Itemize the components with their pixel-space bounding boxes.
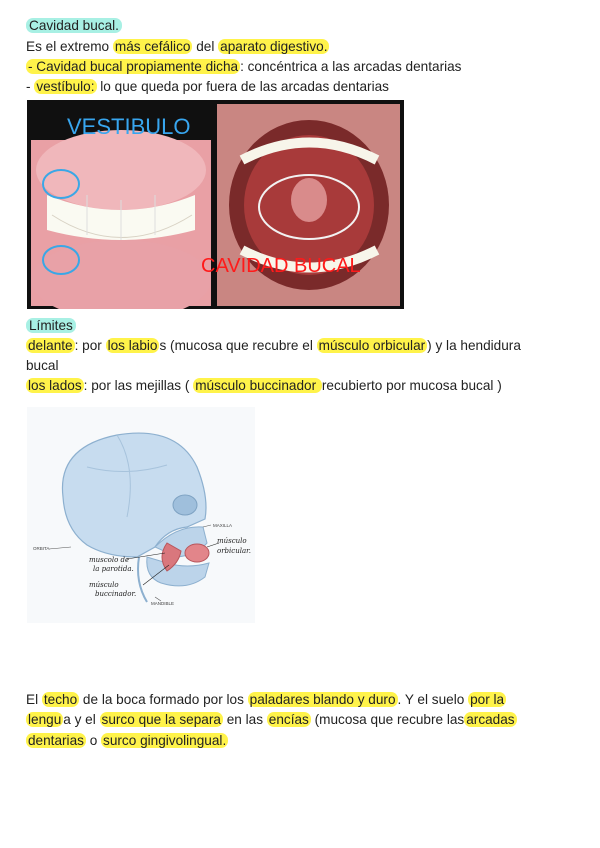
mouth-photo-illustration xyxy=(27,100,404,309)
hw-orbicular-2: orbicular. xyxy=(217,547,251,555)
heading-text: Límites xyxy=(26,318,76,333)
highlight: aparato digestivo. xyxy=(220,39,328,54)
text: s (mucosa que recubre el xyxy=(159,338,317,353)
label-orbit: ORBITA xyxy=(33,546,50,551)
highlight: más cefálico xyxy=(114,39,191,54)
highlight: techo xyxy=(43,692,78,707)
highlight: paladares blando y duro xyxy=(249,692,396,707)
highlight: dentarias xyxy=(28,733,84,748)
paragraph-line xyxy=(26,357,59,374)
paragraph-line xyxy=(26,711,517,728)
hw-orbicular-1: músculo xyxy=(217,537,247,545)
text: a y el xyxy=(63,712,100,727)
text: : por las mejillas ( xyxy=(83,378,194,393)
text: en las xyxy=(222,712,267,727)
text: o xyxy=(85,733,102,748)
paragraph-line xyxy=(26,337,521,354)
text: : por xyxy=(74,338,106,353)
highlight: por la xyxy=(470,692,505,707)
paragraph-line xyxy=(26,78,389,95)
text: lo que queda por fuera de las arcadas dentarias xyxy=(96,79,389,94)
hw-buccinator-2: buccinador. xyxy=(95,590,137,598)
oral-cavity-label: CAVIDAD BUCAL xyxy=(201,255,361,277)
highlight: delante xyxy=(28,338,73,353)
vestibule-label: VESTIBULO xyxy=(67,114,191,139)
heading-limites xyxy=(26,317,76,334)
paragraph-line xyxy=(26,38,329,55)
mouth-photo-figure xyxy=(27,100,404,309)
skull-illustration xyxy=(27,407,255,623)
highlight: lengu xyxy=(28,712,62,727)
text: ) y la hendidura xyxy=(427,338,521,353)
paragraph-line xyxy=(26,732,228,749)
skull-diagram-figure xyxy=(27,407,255,623)
text: Es el extremo xyxy=(26,39,113,54)
highlight: los labio xyxy=(107,338,158,353)
label-mandible: MANDIBLE xyxy=(151,601,175,606)
highlight: surco que la separa xyxy=(101,712,221,727)
paragraph-line xyxy=(26,377,502,394)
highlight: arcadas xyxy=(466,712,515,727)
highlight: músculo buccinador xyxy=(195,378,320,393)
hw-parotid-1: muscolo de xyxy=(89,556,130,564)
text: : concéntrica a las arcadas dentarias xyxy=(240,59,462,74)
highlight: vestíbulo: xyxy=(36,79,95,94)
label-maxilla: MAXILLA xyxy=(213,523,233,528)
text: - xyxy=(26,79,35,94)
heading-text: Cavidad bucal. xyxy=(26,18,122,33)
highlight: músculo orbicular xyxy=(318,338,426,353)
text: (mucosa que recubre las xyxy=(310,712,465,727)
highlight: - Cavidad bucal propiamente dicha xyxy=(28,59,239,74)
heading-cavidad-bucal xyxy=(26,17,122,34)
text: bucal xyxy=(26,358,59,373)
hw-buccinator-1: músculo xyxy=(89,581,119,589)
text: recubierto por mucosa bucal ) xyxy=(321,378,502,393)
text: del xyxy=(192,39,219,54)
text: El xyxy=(26,692,42,707)
text: . Y el suelo xyxy=(397,692,469,707)
paragraph-line xyxy=(26,58,461,75)
hw-parotid-2: la parotida. xyxy=(93,565,134,573)
paragraph-line xyxy=(26,691,506,708)
highlight: encías xyxy=(268,712,309,727)
highlight: los lados xyxy=(28,378,82,393)
highlight: surco gingivolingual. xyxy=(103,733,227,748)
text: de la boca formado por los xyxy=(79,692,248,707)
